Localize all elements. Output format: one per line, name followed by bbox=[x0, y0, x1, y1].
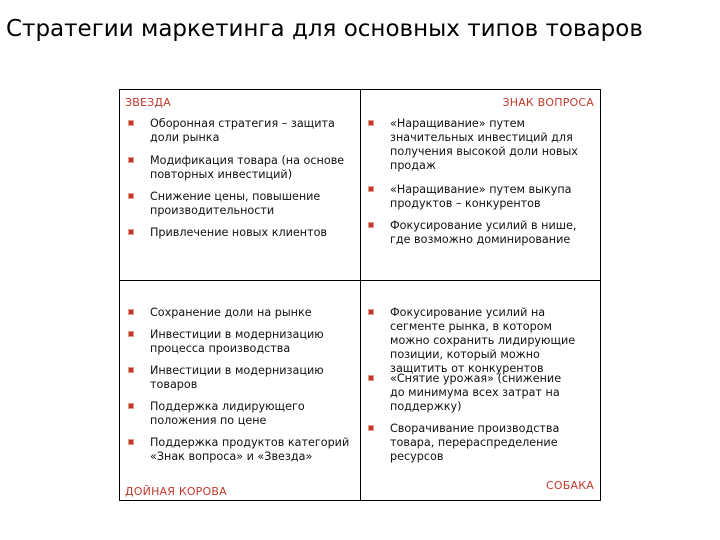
list-item: «Наращивание» путем значительных инвестиций для получения высокой доли новых продаж bbox=[390, 117, 578, 172]
list-item: Поддержка лидирующего положения по цене bbox=[150, 400, 305, 427]
quadrant-label-question: ЗНАК ВОПРОСА bbox=[502, 96, 594, 109]
bullet-icon bbox=[128, 309, 134, 315]
bullet-icon bbox=[128, 120, 134, 126]
bullet-icon bbox=[128, 403, 134, 409]
list-item: Снижение цены, повышение производительности bbox=[150, 190, 321, 217]
bullet-icon bbox=[128, 439, 134, 445]
quadrant-label-star: ЗВЕЗДА bbox=[125, 96, 171, 109]
bullet-icon bbox=[368, 120, 374, 126]
bullet-icon bbox=[128, 193, 134, 199]
list-item: Привлечение новых клиентов bbox=[150, 226, 328, 239]
list-item: Инвестиции в модернизацию товаров bbox=[150, 364, 324, 391]
bullet-icon bbox=[368, 309, 374, 315]
bullet-icon bbox=[128, 331, 134, 337]
list-item: Сворачивание производства товара, перераспределение ресурсов bbox=[390, 422, 560, 463]
quadrant-label-cow: ДОЙНАЯ КОРОВА bbox=[125, 485, 227, 498]
bullet-icon bbox=[368, 186, 374, 192]
bullet-icon bbox=[128, 367, 134, 373]
bullet-icon bbox=[368, 222, 374, 228]
list-item: Оборонная стратегия – защита доли рынка bbox=[150, 117, 335, 144]
list-item: Фокусирование усилий в нише, где возможно доминирование bbox=[390, 219, 577, 246]
bullet-icon bbox=[128, 229, 134, 235]
quadrant-label-dog: СОБАКА bbox=[546, 479, 594, 492]
page-title: Стратегии маркетинга для основных типов товаров bbox=[6, 16, 643, 42]
matrix-vertical-divider bbox=[360, 89, 361, 501]
list-item: Модификация товара (на основе повторных инвестиций) bbox=[150, 154, 345, 181]
list-item: Инвестиции в модернизацию процесса производства bbox=[150, 328, 324, 355]
bullet-icon bbox=[128, 157, 134, 163]
matrix-horizontal-divider bbox=[119, 280, 601, 281]
list-item: «Наращивание» путем выкупа продуктов – конкурентов bbox=[390, 183, 572, 210]
list-item: Сохранение доли на рынке bbox=[150, 306, 312, 319]
bullet-icon bbox=[368, 425, 374, 431]
list-item: Фокусирование усилий на сегменте рынка, в котором можно сохранить лидирующие позиции, который можно защитить от конкурентов bbox=[390, 306, 576, 375]
list-item: «Снятие урожая» (снижение до минимума всех затрат на поддержку) bbox=[390, 372, 562, 413]
bullet-icon bbox=[368, 375, 374, 381]
list-item: Поддержка продуктов категорий «Знак вопроса» и «Звезда» bbox=[150, 436, 350, 463]
